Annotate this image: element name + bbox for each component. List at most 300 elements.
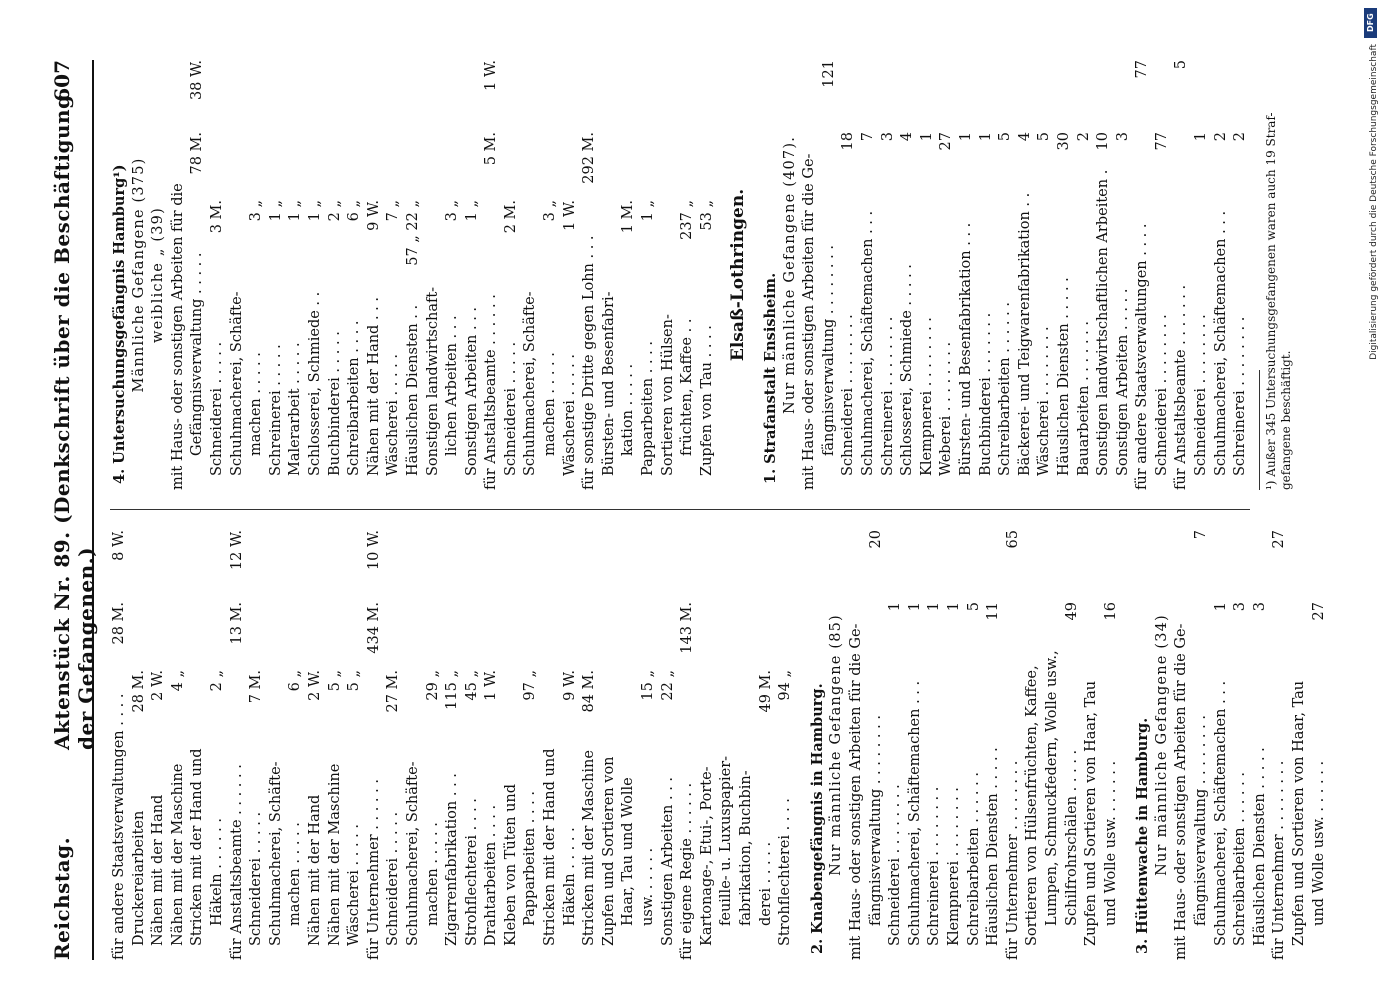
row-label: Häkeln . . . . .	[561, 827, 578, 926]
row-value-b: 78 M.	[189, 132, 206, 175]
section-heading	[110, 60, 130, 490]
table-row	[1212, 60, 1232, 490]
row-label: und Wolle usw. . . . . . .	[1102, 760, 1119, 926]
table-row	[698, 60, 718, 490]
row-value-c: 12 W.	[228, 530, 245, 571]
row-value-c: 121	[820, 60, 837, 88]
row-label: Zupfen und Sortieren von	[600, 756, 617, 946]
table-row	[1082, 530, 1102, 960]
row-value-a: 3 M.	[208, 200, 225, 234]
row-value-a: 7 M.	[248, 670, 265, 704]
row-label: derei . . . . .	[757, 841, 774, 926]
row-value-a: 2 „	[326, 200, 343, 222]
table-row	[698, 530, 718, 960]
table-row	[1192, 530, 1212, 960]
row-value-a: 94 „	[777, 670, 794, 701]
row-value-a: 2 W.	[150, 670, 167, 701]
row-value-a: 5 „	[326, 670, 343, 692]
row-value-a: 3 „	[542, 200, 559, 222]
row-value-b: 10	[1095, 132, 1112, 151]
table-row	[541, 60, 561, 490]
prisoner-count-line	[149, 60, 169, 490]
row-label: für Anstaltsbeamte . . . . . .	[228, 764, 245, 960]
row-value-a: 1 M.	[620, 200, 637, 234]
row-label: Sonstigen Arbeiten . . . . .	[1114, 288, 1131, 476]
table-row	[286, 530, 306, 960]
row-value-b: 3	[1232, 602, 1249, 612]
row-value-b: 18	[840, 132, 857, 151]
table-row	[208, 530, 228, 960]
row-label: Lumpen, Schmuckfedern, Wolle usw.,	[1043, 650, 1060, 926]
row-label: Wäscherei . . . . .	[346, 823, 363, 946]
row-label: Schilfrohrschälen . . . . .	[1063, 749, 1080, 926]
row-label: kation . . . . .	[620, 363, 637, 456]
table-row	[424, 60, 444, 490]
row-value-b: 434 M.	[365, 602, 382, 654]
table-row	[169, 530, 189, 960]
table-row	[482, 60, 502, 490]
column-divider	[110, 509, 1250, 510]
table-row	[659, 60, 679, 490]
table-row	[918, 60, 938, 490]
row-label: Wäscherei . . . . . . . .	[1036, 326, 1053, 476]
row-label: für sonstige Dritte gegen Lohn . . .	[581, 235, 598, 490]
row-value-b: 5	[965, 602, 982, 612]
row-label: Schuhmacherei, Schäftemachen . . .	[859, 210, 876, 476]
spacer	[749, 60, 761, 490]
table-row	[384, 60, 404, 490]
row-label: Zupfen von Tau . . . .	[698, 325, 715, 476]
row-value-b: 1	[926, 602, 943, 612]
row-value-a: 2 W.	[306, 670, 323, 701]
row-label: Druckereiarbeiten	[130, 810, 147, 946]
row-value-b: 143 M.	[679, 602, 696, 654]
row-label: Wäscherei . . . . .	[385, 353, 402, 476]
row-label: Kleben von Tüten und	[502, 783, 519, 946]
row-label: fabrikation, Buchbin-	[738, 770, 754, 926]
table-row	[561, 60, 581, 490]
header-rule	[92, 60, 94, 960]
row-label: Kartonage-, Etui-, Porte-	[698, 766, 715, 946]
row-value-b: 49	[1063, 602, 1080, 621]
row-label: Weberei . . . . . . . .	[938, 341, 955, 476]
table-row	[580, 530, 600, 960]
table-row	[678, 530, 698, 960]
table-row	[306, 60, 326, 490]
row-value-b: 1	[977, 132, 994, 142]
row-label: Stricken mit der Hand und	[189, 748, 206, 946]
table-row	[1114, 60, 1134, 490]
row-value-c: 5	[1173, 60, 1190, 70]
row-label: fängnisverwaltung . . . . . . . .	[867, 715, 884, 926]
table-row	[365, 60, 385, 490]
row-label: Bäckerei- und Teigwarenfabrikation . .	[1016, 192, 1033, 476]
row-label: Sonstigen landwirtschaft-	[424, 286, 441, 476]
row-value-b: 27	[938, 132, 955, 151]
row-label: 2. Knabengefängnis in Hamburg.	[808, 683, 826, 954]
row-label: lichen Arbeiten . . .	[444, 315, 461, 456]
row-label: für Unternehmer . . . . . . . .	[1271, 760, 1288, 960]
row-label: Gefängnisverwaltung . . . . .	[189, 252, 206, 456]
table-row	[600, 530, 620, 960]
row-label: Schuhmacherei, Schäfte-	[267, 761, 284, 946]
row-label: machen . . . . .	[542, 352, 559, 456]
table-row	[521, 530, 541, 960]
row-value-a: 1 „	[287, 200, 304, 222]
row-value-b: 2	[1212, 132, 1229, 142]
row-label: Schreibarbeiten . . . . . .	[965, 772, 982, 946]
row-label: Klempnerei . . . . . . . .	[918, 317, 935, 476]
row-label: Strohflechterei . . . .	[777, 798, 794, 946]
table-row	[619, 60, 639, 490]
table-row	[1055, 60, 1075, 490]
table-row	[443, 530, 463, 960]
row-label: 3. Hüttenwache in Hamburg.	[1134, 717, 1152, 954]
row-label: Schuhmacherei, Schäfte-	[404, 761, 421, 946]
row-label: Schneiderei . . . . .	[502, 341, 519, 476]
table-row	[1102, 530, 1122, 960]
table-row	[149, 530, 169, 960]
table-row	[965, 530, 985, 960]
table-row	[600, 60, 620, 490]
row-label: Papparbeiten . . . .	[522, 790, 539, 926]
row-value-a: 57 „ 22 „	[404, 200, 421, 266]
row-value-b: 13 M.	[228, 602, 245, 645]
row-label: Bürsten- und Besenfabri-	[600, 291, 617, 476]
row-label: für Unternehmer . . . . . . . .	[1004, 760, 1021, 960]
row-value-b: 77	[1153, 132, 1170, 151]
table-row	[228, 60, 248, 490]
row-value-a: 3 „	[248, 200, 265, 222]
header-title: Aktenstück Nr. 89. (Denkschrift über die Beschäftigung der Gefangenen.)	[50, 94, 98, 750]
row-label: Elsaß-Lothringen.	[728, 188, 749, 362]
table-row	[482, 530, 502, 960]
row-label: für andere Staatsverwaltungen . . . .	[1134, 223, 1151, 490]
row-label: für andere Staatsverwaltungen . . . .	[111, 693, 127, 960]
row-label: Papparbeiten . . . .	[640, 340, 657, 476]
row-value-b: 27	[1310, 602, 1327, 621]
row-value-b: 1	[1193, 132, 1210, 142]
row-value-a: 6 „	[346, 200, 363, 222]
row-value-a: 22 „	[659, 670, 676, 701]
table-row	[659, 530, 679, 960]
table-row	[580, 60, 600, 490]
row-label: Strohflechterei . . . .	[463, 798, 480, 946]
table-row	[820, 60, 840, 490]
table-row	[502, 60, 522, 490]
row-value-c: 7	[1193, 530, 1210, 540]
row-value-b: 1	[957, 132, 974, 142]
table-row	[717, 530, 737, 960]
table-row	[365, 530, 385, 960]
footnote: ¹) Außer 345 Untersuchungsgefangenen waren auch 19 Straf- gefangene beschäftigt.	[1263, 112, 1293, 490]
table-row	[1231, 60, 1251, 490]
row-label: machen . . . . .	[424, 822, 441, 926]
row-label: für Anstaltsbeamte . . . . . . .	[1173, 284, 1190, 490]
table-row	[1172, 60, 1192, 490]
row-value-a: 7 „	[385, 200, 402, 222]
row-value-a: 237 „	[679, 200, 696, 240]
row-value-a: 1 „	[306, 200, 323, 222]
row-label: Häuslichen Diensten . . . . .	[1055, 277, 1072, 476]
row-value-b: 4	[899, 132, 916, 142]
row-value-a: 2 „	[208, 670, 225, 692]
table-row	[502, 530, 522, 960]
table-row	[639, 60, 659, 490]
row-value-a: 49 M.	[757, 670, 774, 713]
row-label: Stricken mit der Maschine	[581, 750, 598, 946]
row-label: Schneiderei . . . . . . . .	[1153, 314, 1170, 476]
table-row	[188, 60, 208, 490]
row-label: Zupfen und Sortieren von Haar, Tau	[1083, 680, 1100, 946]
table-row	[247, 530, 267, 960]
row-value-a: 1 W.	[561, 200, 578, 231]
row-value-b: 3	[879, 132, 896, 142]
row-value-b: 16	[1102, 602, 1119, 621]
table-row	[1192, 60, 1212, 490]
row-value-a: 15 „	[640, 670, 657, 701]
row-label: Schreibarbeiten . . . .	[346, 320, 363, 476]
row-label: Bürsten- und Besenfabrikation . . .	[957, 222, 974, 476]
prisoner-count-line	[781, 60, 801, 490]
row-value-c: 8 W.	[111, 530, 127, 561]
row-value-b: 2	[1075, 132, 1092, 142]
header-left: Reichstag.	[50, 836, 74, 960]
row-label: 4. Untersuchungsgefängnis Hamburg¹)	[111, 164, 128, 484]
row-label: Häkeln . . . . . .	[208, 818, 225, 926]
table-row	[619, 530, 639, 960]
row-label: fängnisverwaltung . . . . . . . .	[820, 245, 837, 456]
row-label: Schlosserei, Schmiede . . . . .	[899, 264, 916, 476]
row-value-c: 65	[1004, 530, 1021, 549]
row-label: mit Haus- oder sonstigen Arbeiten für die Ge-	[801, 153, 818, 490]
table-row	[463, 530, 483, 960]
row-value-a: 1 „	[463, 200, 480, 222]
row-value-b: 1	[945, 602, 962, 612]
table-row	[1290, 530, 1310, 960]
table-row	[1153, 60, 1173, 490]
table-row	[130, 530, 150, 960]
row-label: Sortieren von Hülsen-	[659, 314, 676, 476]
row-value-b: 5	[1036, 132, 1053, 142]
row-label: für Unternehmer . . . . . .	[365, 779, 382, 960]
row-value-b: 4	[1016, 132, 1033, 142]
row-value-b: 1	[918, 132, 935, 142]
table-row	[886, 530, 906, 960]
table-row	[1172, 530, 1192, 960]
region-title	[729, 60, 749, 490]
row-value-a: 53 „	[698, 200, 715, 231]
row-value-b: 28 M.	[111, 602, 127, 645]
table-row	[110, 530, 130, 960]
row-label: Zupfen und Sortieren von Haar, Tau	[1291, 680, 1308, 946]
row-label: mit Haus- oder sonstigen Arbeiten für die	[169, 183, 186, 490]
row-label: Häuslichen Diensten . . . . .	[1251, 747, 1268, 946]
table-row	[1231, 530, 1251, 960]
row-label: mit Haus- oder sonstigen Arbeiten für die Ge-	[847, 623, 864, 960]
table-row	[267, 60, 287, 490]
spacer	[796, 530, 808, 960]
row-value-a: 2 M.	[502, 200, 519, 234]
spacer	[1121, 530, 1133, 960]
row-label: Haar, Tau und Wolle	[620, 777, 637, 926]
row-label: usw. . . . . .	[640, 847, 657, 926]
row-value-b: 30	[1055, 132, 1072, 151]
table-row	[879, 60, 899, 490]
row-value-b: 292 M.	[581, 132, 598, 184]
table-row	[898, 60, 918, 490]
table-row	[286, 60, 306, 490]
row-value-a: 115 „	[444, 670, 461, 710]
table-row	[521, 60, 541, 490]
table-row	[228, 530, 248, 960]
row-label: Schneiderei . . . . . . . .	[887, 784, 904, 946]
table-row	[541, 530, 561, 960]
row-value-b: 3	[1251, 602, 1268, 612]
table-row	[984, 530, 1004, 960]
row-value-c: 10 W.	[365, 530, 382, 571]
table-row	[678, 60, 698, 490]
table-row	[737, 530, 757, 960]
page-number: 607	[50, 60, 74, 102]
left-column	[110, 530, 1327, 960]
table-row	[1063, 530, 1083, 960]
row-value-a: 28 M.	[130, 670, 147, 713]
row-label: und Wolle usw. . . . . . .	[1310, 760, 1327, 926]
row-label: Malerarbeit . . . . .	[287, 342, 304, 476]
table-row	[1075, 60, 1095, 490]
prisoner-count-line	[1153, 530, 1173, 960]
table-row	[267, 530, 287, 960]
table-row	[757, 530, 777, 960]
row-value-c: 20	[867, 530, 884, 549]
section-heading	[808, 530, 828, 960]
row-value-a: 3 „	[444, 200, 461, 222]
row-label: fängnisverwaltung . . . . . . . .	[1193, 715, 1210, 926]
row-value-b: 1	[906, 602, 923, 612]
row-label: Schuhmacherei, Schäftemachen . . .	[906, 680, 923, 946]
row-label: Zigarrenfabrikation . . .	[444, 773, 461, 946]
row-label: Häuslichen Diensten . .	[404, 304, 421, 476]
row-label: Schneiderei . . . . .	[248, 811, 265, 946]
row-value-b: 1	[887, 602, 904, 612]
row-label: Schreinerei . . . . . . . .	[1232, 316, 1249, 476]
table-row	[1212, 530, 1232, 960]
row-label: machen . . . . .	[287, 822, 304, 926]
row-value-a: 27 M.	[385, 670, 402, 713]
table-row	[404, 530, 424, 960]
row-value-a: 1 W.	[483, 670, 500, 701]
table-row	[561, 530, 581, 960]
table-row	[169, 60, 189, 490]
table-row	[1094, 60, 1114, 490]
table-row	[306, 530, 326, 960]
row-label: Buchbinderei . . . . .	[326, 331, 343, 476]
row-label: Nähen mit der Hand	[150, 794, 167, 946]
table-row	[326, 530, 346, 960]
row-value-a: 45 „	[463, 670, 480, 701]
table-row	[945, 530, 965, 960]
table-row	[443, 60, 463, 490]
row-value-a: 29 „	[424, 670, 441, 701]
row-label: Schneiderei . . . . .	[385, 811, 402, 946]
footnote-rule	[1259, 370, 1260, 490]
table-row	[1004, 530, 1024, 960]
row-value-a: 9 W.	[561, 670, 578, 701]
row-label: Nähen mit der Hand	[306, 794, 323, 946]
row-value-b: 5	[997, 132, 1014, 142]
page-header	[40, 60, 98, 960]
row-label: Buchbinderei . . . . . . .	[977, 312, 994, 476]
row-value-b: 7	[859, 132, 876, 142]
rotated-page-content	[40, 60, 1327, 960]
row-label: für Anstaltsbeamte . . . . . .	[483, 294, 500, 490]
row-value-a: 9 W.	[365, 200, 382, 231]
row-label: Häuslichen Diensten . . . . .	[985, 747, 1002, 946]
row-label: Schreinerei . . . . .	[267, 344, 284, 476]
table-row	[326, 60, 346, 490]
table-row	[867, 530, 887, 960]
row-value-c: 38 W.	[189, 60, 206, 101]
table-row	[776, 530, 796, 960]
row-value-a: 1 „	[267, 200, 284, 222]
table-row	[639, 530, 659, 960]
row-label: Bauarbeiten . . . . . . .	[1075, 321, 1092, 476]
row-label: weibliche „ (39)	[150, 207, 167, 343]
row-label: Schuhmacherei, Schäftemachen . . .	[1212, 680, 1229, 946]
table-row	[1043, 530, 1063, 960]
table-row	[859, 60, 879, 490]
table-row	[977, 60, 997, 490]
table-row	[937, 60, 957, 490]
row-value-a: 97 „	[522, 670, 539, 701]
table-row	[345, 530, 365, 960]
table-row	[345, 60, 365, 490]
row-value-c: 77	[1134, 60, 1151, 79]
row-label: machen . . . . .	[248, 352, 265, 456]
row-label: Klempnerei . . . . . . . .	[945, 787, 962, 946]
dfg-logo: DFG	[1364, 8, 1377, 38]
row-label: Schlosserei, Schmiede . .	[306, 291, 323, 476]
row-label: Nähen mit der Maschine	[169, 763, 186, 946]
row-label: Schreibarbeiten . . . . . .	[1232, 772, 1249, 946]
digitization-note: Digitalisierung gefördert durch die Deutsche Forschungsgemeinschaft	[1369, 44, 1379, 360]
row-value-c: 1 W.	[483, 60, 500, 91]
row-label: Sonstigen Arbeiten . . .	[463, 306, 480, 476]
row-value-a: 5 „	[346, 670, 363, 692]
table-row	[800, 60, 820, 490]
row-value-b: 1	[1212, 602, 1229, 612]
row-label: Drahtarbeiten . . . .	[483, 804, 500, 946]
table-row	[424, 530, 444, 960]
table-row	[906, 530, 926, 960]
table-row	[925, 530, 945, 960]
row-label: Nähen mit der Maschine	[326, 763, 343, 946]
table-row	[957, 60, 977, 490]
row-value-b: 3	[1114, 132, 1131, 142]
row-label: Sonstigen Arbeiten . . .	[659, 776, 676, 946]
row-label: Stricken mit der Hand und	[542, 748, 559, 946]
row-value-b: 11	[985, 602, 1002, 621]
row-label: Schneiderei . . . . . . . .	[840, 314, 857, 476]
row-label: Schuhmacherei, Schäfte-	[228, 291, 245, 476]
table-row	[404, 60, 424, 490]
section-heading	[761, 60, 781, 490]
table-row	[1016, 60, 1036, 490]
row-label: Nur männliche Gefangene (34)	[1153, 614, 1170, 876]
table-row	[384, 530, 404, 960]
row-label: Schreinerei . . . . . . . .	[926, 786, 943, 946]
